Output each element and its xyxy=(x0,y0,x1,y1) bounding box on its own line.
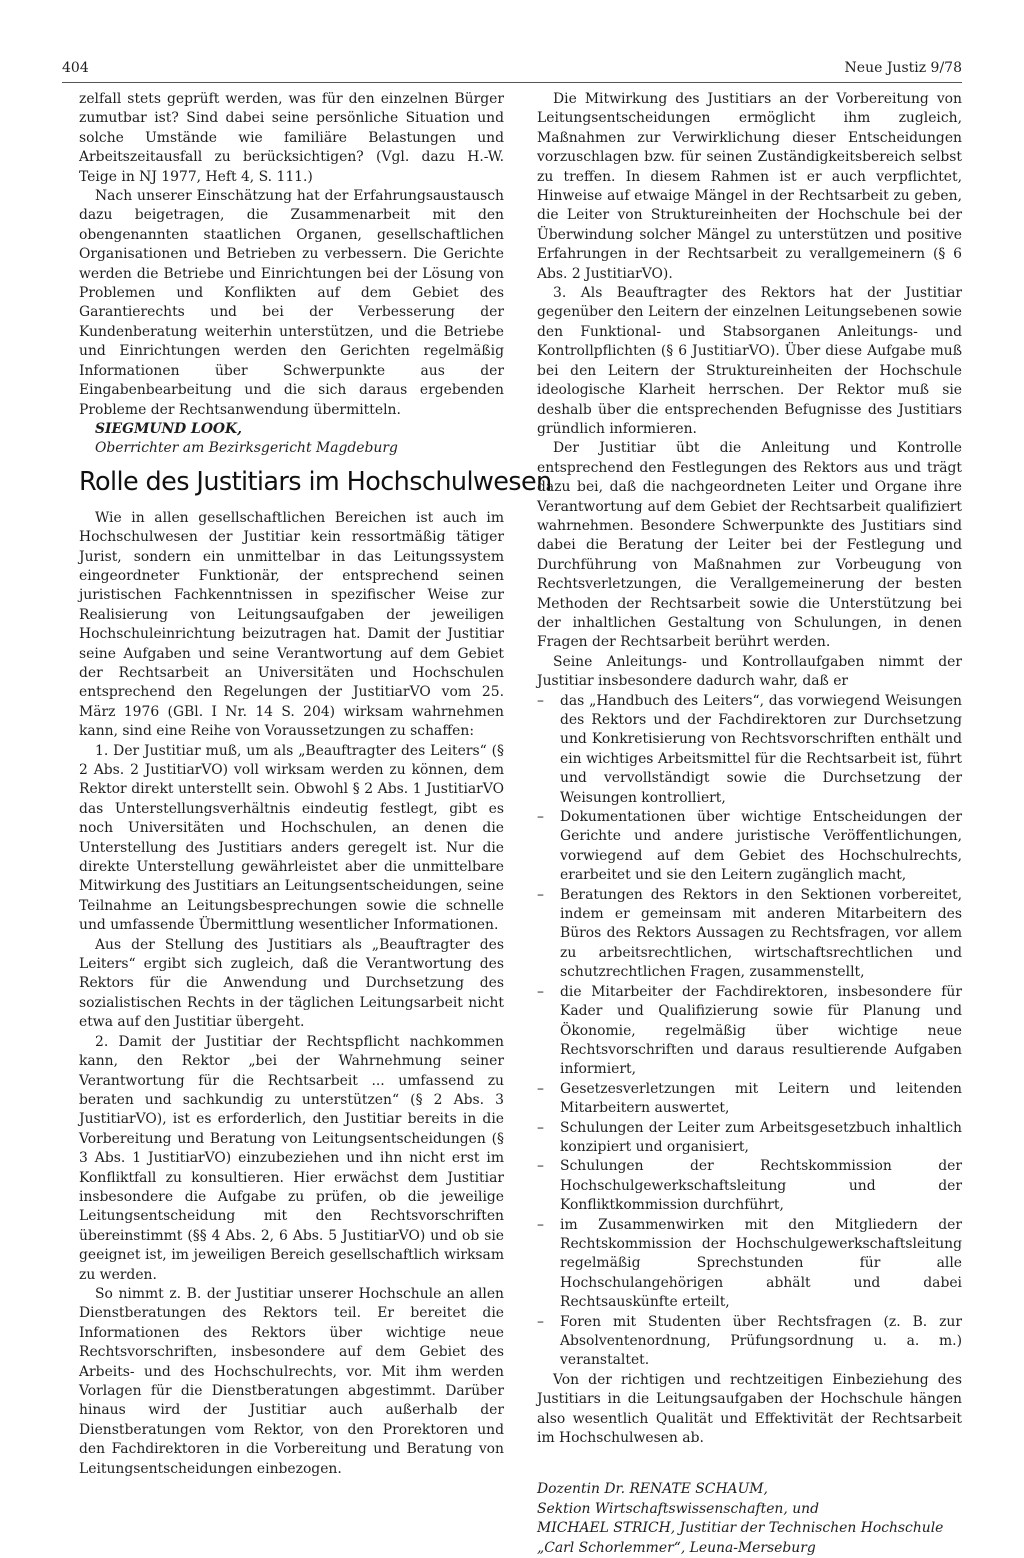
page-header xyxy=(62,60,962,80)
list-item xyxy=(537,692,962,808)
paragraph: Nach unserer Einschätzung hat der Erfahrungsaustausch dazu beigetragen, die Zusammenarbeit mit den obengenannten staatlichen Organen, gesellschaftlichen Organisationen und Betrieben zu verbessern. Die Gerichte werden die Betriebe und Einrichtungen bei der Lösung von Problemen und Konflikten auf dem Gebiet des Garantierechts und bei der Verbesserung der Kundenberatung weiterhin unterstützen, und die Betriebe und Einrichtungen werden den Gerichten regelmäßig Informationen über Schwerpunkte aus der Eingabenbearbeitung und die sich daraus ergebenden Probleme der Rechtsanwendung übermitteln. xyxy=(79,188,504,418)
paragraph: 3. Als Beauftragter des Rektors hat der Justitiar gegenüber den Leitern der einzelnen Leitungsebenen sowie den Funktional- und Stabsorganen Anleitungs- und Kontrollpflichten (§ 6 JustitiarVO). Über diese Aufgabe muß bei den Leitern der Struktureinheiten der Hochschule ideologische Klarheit herrschen. Der Rektor muß sie deshalb über die entsprechenden Befugnisse des Justitiars gründlich informieren. xyxy=(537,285,962,437)
task-list xyxy=(537,692,962,1371)
author-signature xyxy=(537,1480,962,1558)
list-item-text: Dokumentationen über wichtige Entscheidungen der Gerichte und andere juristische Veröffentlichungen, vorwiegend auf dem Gebiet des Hochschulrechts, erarbeitet und sie den Leitern zugänglich macht, xyxy=(560,809,962,884)
paragraph: zelfall stets geprüft werden, was für den einzelnen Bürger zumutbar ist? Sind dabei seine persönliche Situation und solche Umstände wie familiäre Belastungen und Arbeitszeitausfall zu berücksichtigen? (Vgl. dazu H.-W. Teige in NJ 1977, Heft 4, S. 111.) xyxy=(79,91,504,185)
list-item-text: die Mitarbeiter der Fachdirektoren, insbesondere für Kader und Qualifizierung sowie für Planung und Ökonomie, regelmäßig über wichtige neue Rechtsvorschriften und daraus resultierende Aufgaben informiert, xyxy=(560,983,962,1078)
list-item xyxy=(537,1313,962,1371)
dash-bullet: – xyxy=(537,983,544,1000)
paragraph: 2. Damit der Justitiar der Rechtspflicht nachkommen kann, den Rektor „bei der Wahrnehmung seiner Verantwortung für die Rechtsarbeit ... umfassend zu beraten und sachkundig zu unterstützen“ (§ 2 Abs. 3 JustitiarVO), ist es erforderlich, den Justitiar bereits in die Vorbereitung und Beratung von Leitungsentscheidungen (§ 3 Abs. 1 JustitiarVO) einzubeziehen und ihn nicht erst im Konfliktfall zu konsultieren. Hier erwächst dem Justitiar insbesondere die Aufgabe zu prüfen, ob die jeweilige Leitungsentscheidung mit den Rechtsvorschriften übereinstimmt (§§ 4 Abs. 2, 6 Abs. 5 JustitiarVO) und ob sie geeignet ist, im jeweiligen Bereich gesellschaftlich wirksam zu werden. xyxy=(79,1033,504,1283)
paragraph: Aus der Stellung des Justitiars als „Beauftragter des Leiters“ ergibt sich zugleich, daß die Verantwortung des Rektors für die Anwendung und Durchsetzung des sozialistischen Rechts in der täglichen Leitungsarbeit nicht etwa auf den Justitiar übergeht. xyxy=(79,936,504,1031)
journal-issue: Neue Justiz 9/78 xyxy=(844,60,962,76)
list-item xyxy=(537,983,962,1080)
dash-bullet: – xyxy=(537,886,544,903)
list-item xyxy=(537,1119,962,1158)
list-item-text: Beratungen des Rektors in den Sektionen vorbereitet, indem er gemeinsam mit anderen Mitarbeitern des Büros des Rektors Aussagen zu Rechtsfragen, vor allem zu arbeitsrechtlichen, wirtschaftsrechtlichen und schutzrechtlichen Fragen, zusammenstellt, xyxy=(560,886,962,981)
paragraph: Die Mitwirkung des Justitiars an der Vorbereitung von Leitungsentscheidungen ermöglicht ihm zugleich, Maßnahmen zur Verwirklichung dieser Entscheidungen vorzuschlagen bzw. für seinen Zuständigkeitsbereich selbst zu treffen. In diesem Rahmen ist er auch verpflichtet, Hinweise auf etwaige Mängel in der Rechtsarbeit zu geben, die Leiter von Struktureinheiten der Hochschule bei der Überwindung solcher Mängel zu unterstützen und positive Erfahrungen in der Rechtsarbeit zu verallgemeinern (§ 6 Abs. 2 JustitiarVO). xyxy=(537,91,962,282)
paragraph: So nimmt z. B. der Justitiar unserer Hochschule an allen Dienstberatungen des Rektors teil. Er bereitet die Informationen des Rektors über wichtige neue Rechtsvorschriften, insbesondere auf dem Gebiet des Arbeits- und des Hochschulrechts, vor. Mit ihm werden Vorlagen für die Dienstberatungen abgestimmt. Darüber hinaus wird der Justitiar auch außerhalb der Dienstberatungen vom Rektor, von den Prorektoren und den Fachdirektoren in die Vorbereitung und Beratung von Leitungsentscheidungen einbezogen. xyxy=(79,1285,504,1477)
author-line: Dozentin Dr. RENATE SCHAUM, xyxy=(537,1481,768,1498)
list-item xyxy=(537,1216,962,1313)
list-item xyxy=(537,1080,962,1119)
dash-bullet: – xyxy=(537,1216,544,1233)
list-item xyxy=(537,808,962,886)
list-item-text: Gesetzesverletzungen mit Leitern und leitenden Mitarbeitern auswertet, xyxy=(560,1080,962,1117)
list-item-text: Schulungen der Rechtskommission der Hochschulgewerkschaftsleitung und der Konfliktkommission durchführt, xyxy=(560,1158,962,1214)
list-item-text: das „Handbuch des Leiters“, das vorwiegend Weisungen des Rektors und der Fachdirektoren zur Durchsetzung und Konkretisierung von Rechtsvorschriften enthält und ein wichtiges Arbeitsmittel für die Rechtsarbeit ist, führt und vervollständigt sowie die Durchsetzung der Weisungen kontrolliert, xyxy=(560,692,962,806)
article-heading: Rolle des Justitiars im Hochschulwesen xyxy=(79,466,552,497)
dash-bullet: – xyxy=(537,1313,544,1330)
list-item-text: Foren mit Studenten über Rechtsfragen (z. B. zur Absolventenordnung, Prüfungsordnung u. a. m.) veranstaltet. xyxy=(560,1313,962,1369)
paragraph: Seine Anleitungs- und Kontrollaufgaben nimmt der Justitiar insbesondere dadurch wahr, daß er xyxy=(537,653,962,690)
author-title: Oberrichter am Bezirksgericht Magdeburg xyxy=(95,440,398,457)
dash-bullet: – xyxy=(537,1158,544,1175)
author-name: SIEGMUND LOOK, xyxy=(95,420,242,437)
list-item-text: im Zusammenwirken mit den Mitgliedern der Rechtskommission der Hochschulgewerkschaftsleitung regelmäßig Sprechstunden für alle Hochschulangehörigen abhält und dabei Rechtsauskünfte erteilt, xyxy=(560,1216,962,1311)
dash-bullet: – xyxy=(537,1080,544,1097)
left-column xyxy=(79,90,552,1479)
list-item-text: Schulungen der Leiter zum Arbeitsgesetzbuch inhaltlich konzipiert und organisiert, xyxy=(560,1119,962,1155)
author-line: MICHAEL STRICH, Justitiar der Technischen Hochschule xyxy=(537,1520,944,1537)
paragraph: 1. Der Justitiar muß, um als „Beauftragter des Leiters“ (§ 2 Abs. 2 JustitiarVO) voll wirksam werden zu können, dem Rektor direkt unterstellt sein. Obwohl § 2 Abs. 1 JustitiarVO das Unterstellungsverhältnis eindeutig festlegt, gibt es noch Universitäten und Hochschulen, an denen die Unterstellung des Justitiars anders geregelt ist. Nur die direkte Unterstellung gewährleistet aber die unmittelbare Mitwirkung des Justitiars an Leitungsentscheidungen, seine Teilnahme an Leitungsbesprechungen sowie die schnelle und umfassende Übermittlung wesentlicher Informationen. xyxy=(79,742,504,934)
list-item xyxy=(537,1157,962,1215)
dash-bullet: – xyxy=(537,809,544,826)
author-line: „Carl Schorlemmer“, Leuna-Merseburg xyxy=(537,1539,816,1556)
page-number: 404 xyxy=(62,60,89,76)
dash-bullet: – xyxy=(537,692,544,709)
list-item xyxy=(537,886,962,983)
header-rule xyxy=(62,82,962,83)
paragraph: Der Justitiar übt die Anleitung und Kontrolle entsprechend den Festlegungen des Rektors aus und trägt dazu bei, daß die nachgeordneten Leiter und Organe ihre Verantwortung auf dem Gebiet der Rechtsarbeit qualifiziert wahrnehmen. Besondere Schwerpunkte des Justitiars sind dabei die Beratung der Leiter bei der Festlegung und Durchführung von Maßnahmen zur Vorbeugung von Rechtsverletzungen, die Verallgemeinerung der besten Methoden der Rechtsarbeit sowie die Unterstützung bei der inhaltlichen Gestaltung von Schulungen, in denen Fragen der Rechtsarbeit berührt werden. xyxy=(537,440,962,651)
right-column xyxy=(537,90,962,1558)
paragraph: Wie in allen gesellschaftlichen Bereichen ist auch im Hochschulwesen der Justitiar kein ressortmäßig tätiger Jurist, sondern ein unmittelbar in das Leitungssystem eingeordneter Funktionär, der entsprechend seinen juristischen Fachkenntnissen in spezifischer Weise zur Realisierung von Leitungsaufgaben der jeweiligen Hochschuleinrichtung beizutragen hat. Damit der Justitiar seine Aufgaben und seine Verantwortung auf dem Gebiet der Rechtsarbeit an Universitäten und Hochschulen entsprechend den Regelungen der JustitiarVO vom 25. März 1976 (GBl. I Nr. 14 S. 204) wirksam wahrnehmen kann, sind eine Reihe von Voraussetzungen zu schaffen: xyxy=(79,509,504,740)
dash-bullet: – xyxy=(537,1119,544,1136)
author-line: Sektion Wirtschaftswissenschaften, und xyxy=(537,1500,819,1517)
paragraph: Von der richtigen und rechtzeitigen Einbeziehung des Justitiars in die Leitungsaufgaben der Hochschule hängen also wesentlich Qualität und Effektivität der Rechtsarbeit im Hochschulwesen ab. xyxy=(537,1371,962,1447)
